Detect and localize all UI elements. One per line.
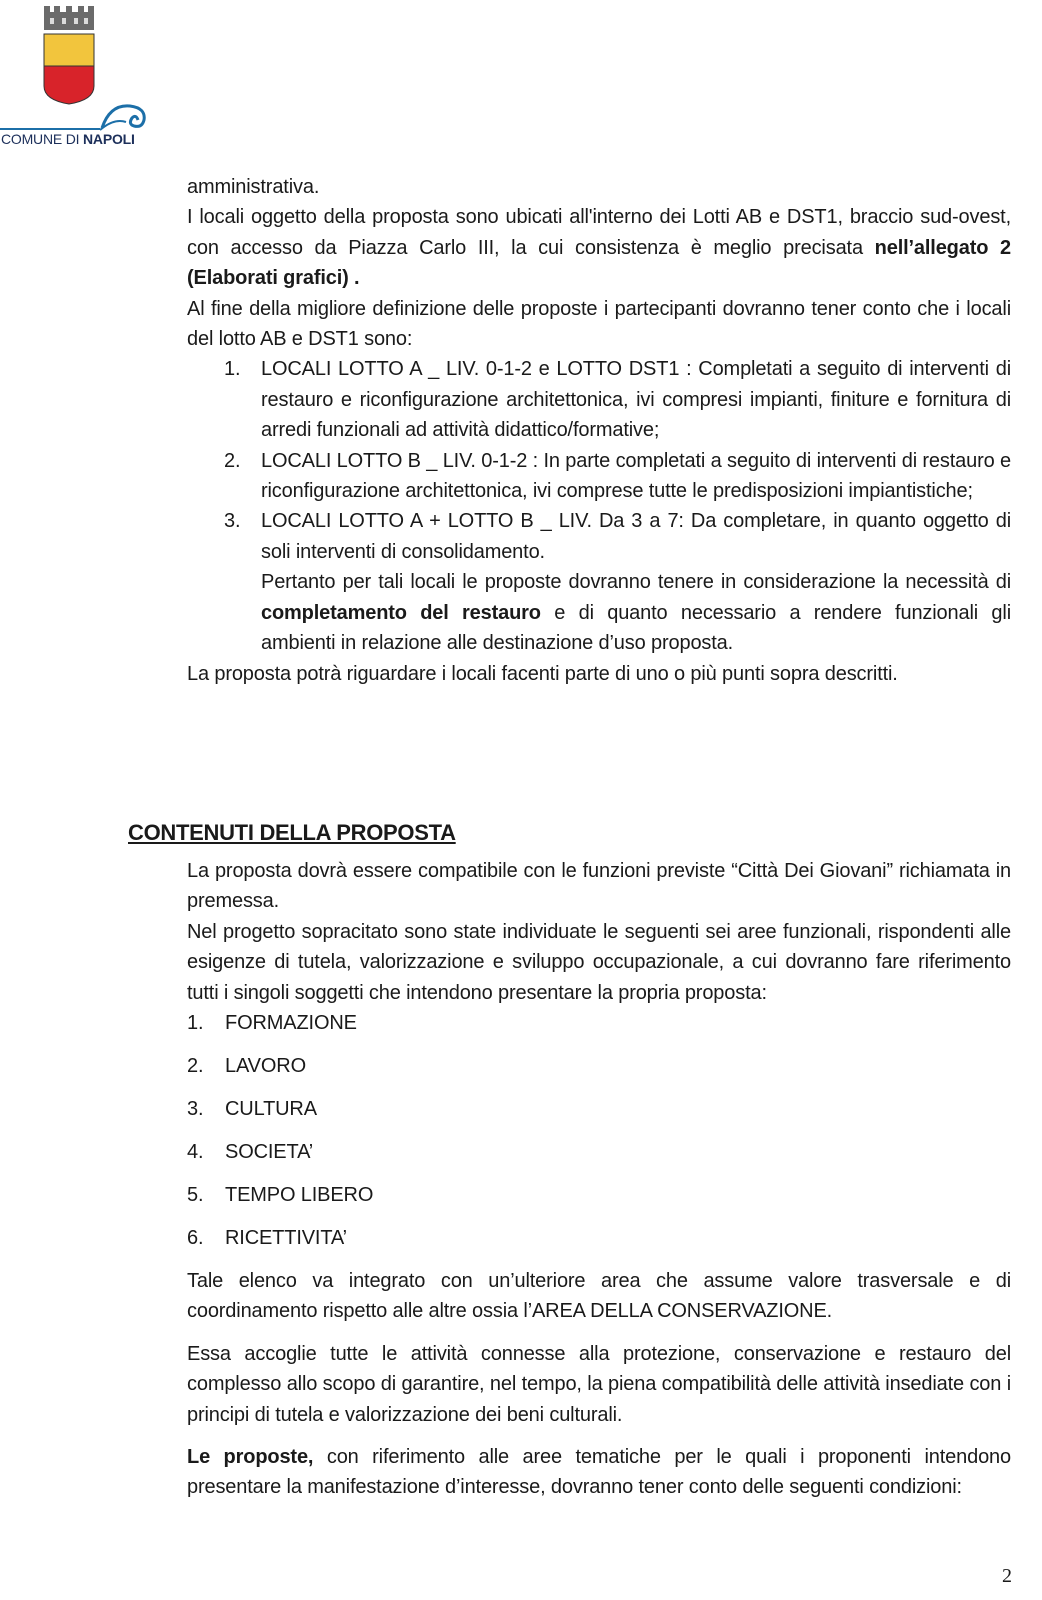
section-locali (187, 172, 1011, 689)
section-contenuti (187, 856, 1011, 1503)
list-item: 1. LOCALI LOTTO A _ LIV. 0-1-2 e LOTTO DST1 : Completati a seguito di interventi di restauro e riconfigurazione architettonica, ivi compresi impianti, finiture e fornitura di arredi funzionali ad attività didattico/formative; (224, 358, 1011, 442)
comune-di-napoli-logo (0, 4, 160, 149)
crest-icon (38, 6, 100, 106)
section-heading: CONTENUTI DELLA PROPOSTA (128, 820, 456, 845)
list-item: 5. TEMPO LIBERO (187, 1184, 374, 1207)
list-item: 6. RICETTIVITA’ (187, 1227, 347, 1250)
wave-icon (100, 100, 150, 134)
paragraph: Pertanto per tali locali le proposte dovranno tenere in considerazione la necessità di completamento del restauro e di quanto necessario a rendere funzionali gli ambienti in relazione alle destinazione d’uso proposta. (261, 571, 1011, 655)
areas-list (187, 1008, 1011, 1266)
locali-list (187, 354, 1011, 567)
paragraph: La proposta dovrà essere compatibile con le funzioni previste “Città Dei Giovani” richiamata in premessa. (187, 860, 1011, 913)
list-item: 2. LAVORO (187, 1055, 306, 1078)
list-item: 4. SOCIETA’ (187, 1141, 314, 1164)
paragraph: Al fine della migliore definizione delle proposte i partecipanti dovranno tener conto che i locali del lotto AB e DST1 sono: (187, 297, 1011, 351)
paragraph: amministrativa. (187, 176, 320, 198)
paragraph: Tale elenco va integrato con un’ulteriore area che assume valore trasversale e di coordinamento rispetto alle altre ossia l’AREA DELLA CONSERVAZIONE. (187, 1270, 1011, 1323)
list-item: 3. LOCALI LOTTO A + LOTTO B _ LIV. Da 3 a 7: Da completare, in quanto oggetto di soli interventi di consolidamento. (224, 510, 1011, 563)
list-item: 3. CULTURA (187, 1098, 317, 1121)
logo-underline (0, 128, 100, 130)
list-item: 2. LOCALI LOTTO B _ LIV. 0-1-2 : In parte completati a seguito di interventi di restauro e riconfigurazione architettonica, ivi comprese tutte le predisposizioni impiantistiche; (224, 449, 1011, 503)
paragraph: La proposta potrà riguardare i locali facenti parte di uno o più punti sopra descritti. (187, 662, 898, 685)
list-item: 1. FORMAZIONE (187, 1012, 357, 1035)
page-number: 2 (1002, 1565, 1012, 1587)
paragraph: I locali oggetto della proposta sono ubicati all'interno dei Lotti AB e DST1, braccio sud-ovest, con accesso da Piazza Carlo III, la cui consistenza è meglio precisata nell’allegato 2 (Elaborati grafici) . (187, 206, 1011, 290)
paragraph: Le proposte, con riferimento alle aree tematiche per le quali i proponenti intendono presentare la manifestazione d’interesse, dovranno tener conto delle seguenti condizioni: (187, 1446, 1011, 1499)
paragraph: Nel progetto sopracitato sono state individuate le seguenti sei aree funzionali, rispondenti alle esigenze di tutela, valorizzazione e sviluppo occupazionale, a cui dovranno fare riferimento tutti i singoli soggetti che intendono presentare la propria proposta: (187, 920, 1011, 1004)
paragraph: Essa accoglie tutte le attività connesse alla protezione, conservazione e restauro del complesso allo scopo di garantire, nel tempo, la piena compatibilità delle attività insediate con i principi di tutela e valorizzazione dei beni culturali. (187, 1342, 1011, 1426)
logo-text: COMUNE DI NAPOLI (1, 131, 135, 147)
